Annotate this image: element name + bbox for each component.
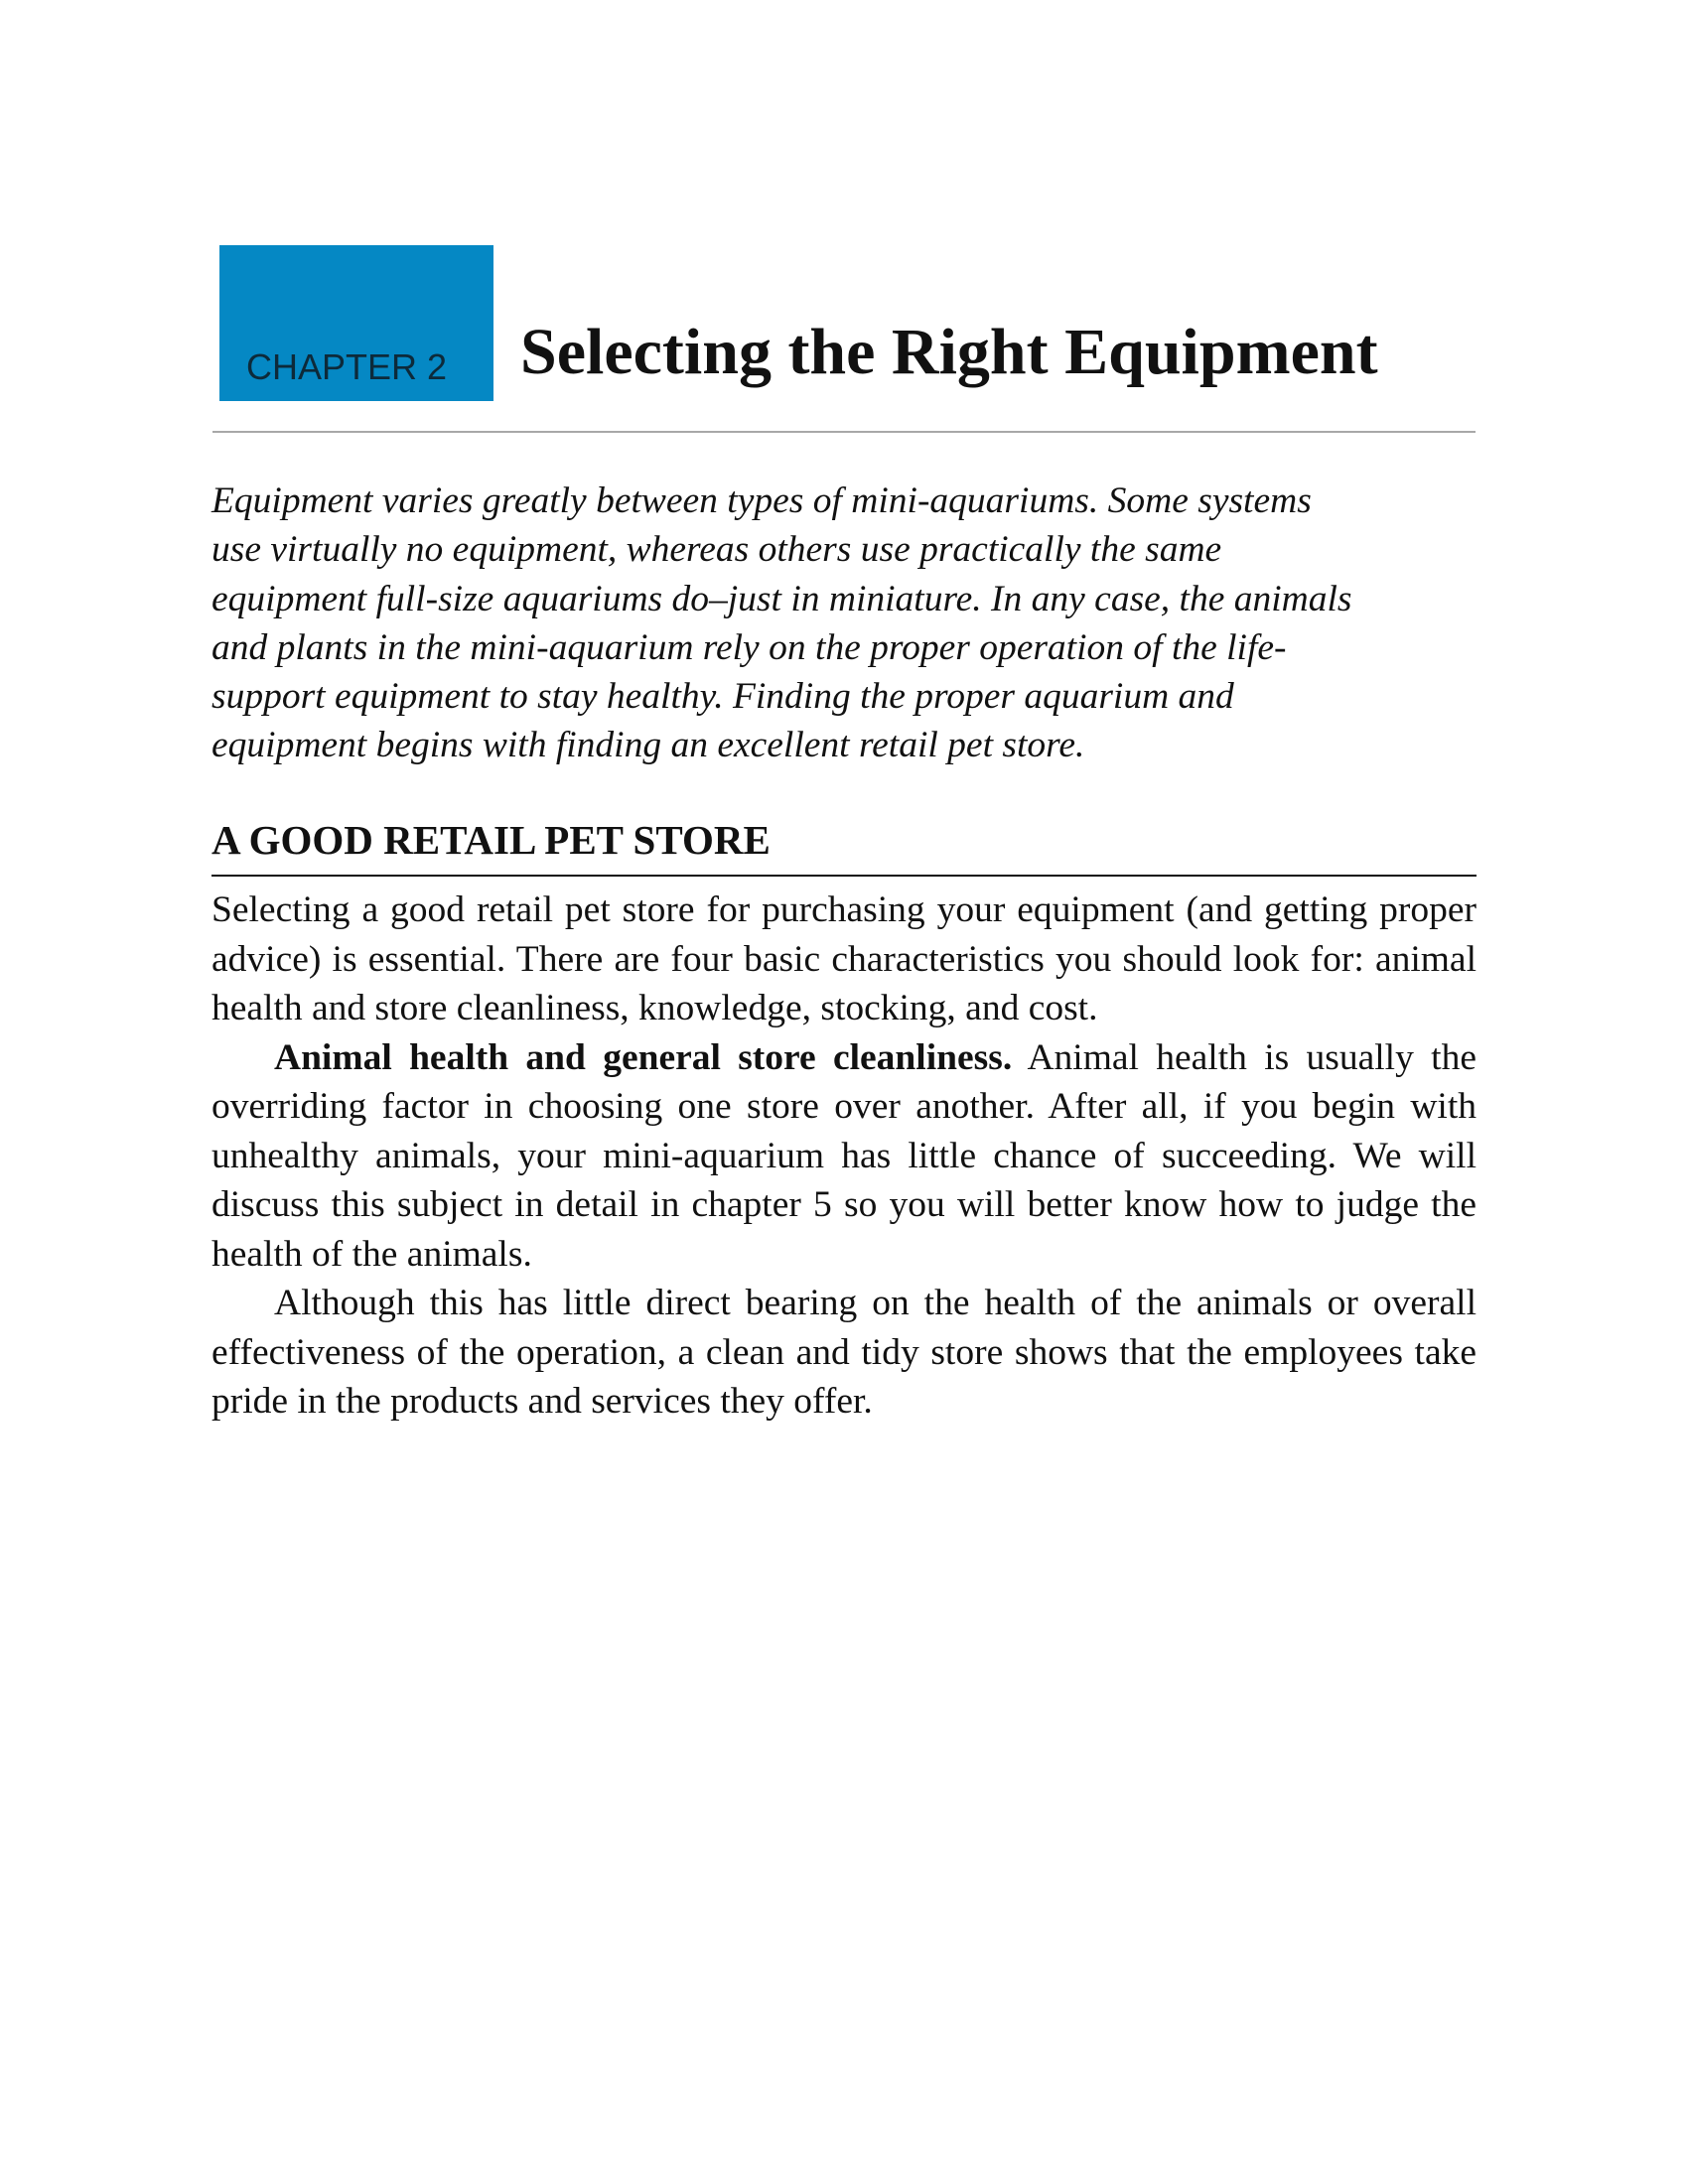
section-heading: A GOOD RETAIL PET STORE	[211, 817, 771, 863]
title-divider	[212, 431, 1476, 433]
section-divider	[211, 875, 1477, 877]
intro-line: support equipment to stay healthy. Finding the proper aquarium and	[211, 676, 1234, 718]
paragraph-text: Animal health is usually the overriding factor in choosing one store over another. After all, if you begin with unhealthy animals, your mini-aquarium has little chance of succeeding. We will discuss this subject in detail in chapter 5 so you will better know how to judge the health of the animals.	[211, 1036, 1477, 1275]
intro-line: equipment full-size aquariums do–just in miniature. In any case, the animals	[211, 578, 1352, 619]
section-body	[211, 886, 1477, 1427]
chapter-label: CHAPTER 2	[246, 346, 448, 387]
intro-line: Equipment varies greatly between types of mini-aquariums. Some systems	[211, 480, 1312, 521]
run-in-heading: Animal health and general store cleanliness.	[274, 1036, 1013, 1078]
body-paragraph	[211, 1033, 1477, 1280]
body-paragraph: Although this has little direct bearing on the health of the animals or overall effectiveness of the operation, a clean and tidy store shows that the employees take pride in the products and services they offer.	[211, 1283, 1477, 1422]
chapter-intro	[211, 477, 1482, 770]
chapter-title: Selecting the Right Equipment	[520, 316, 1378, 388]
body-paragraph: Selecting a good retail pet store for purchasing your equipment (and getting proper advice) is essential. There are four basic characteristics you should look for: animal health and store cleanliness, knowledge, stocking, and cost.	[211, 889, 1477, 1028]
intro-line: use virtually no equipment, whereas others use practically the same	[211, 529, 1222, 571]
intro-line: and plants in the mini-aquarium rely on the proper operation of the life-	[211, 626, 1287, 668]
intro-line: equipment begins with finding an excellent retail pet store.	[211, 725, 1085, 766]
